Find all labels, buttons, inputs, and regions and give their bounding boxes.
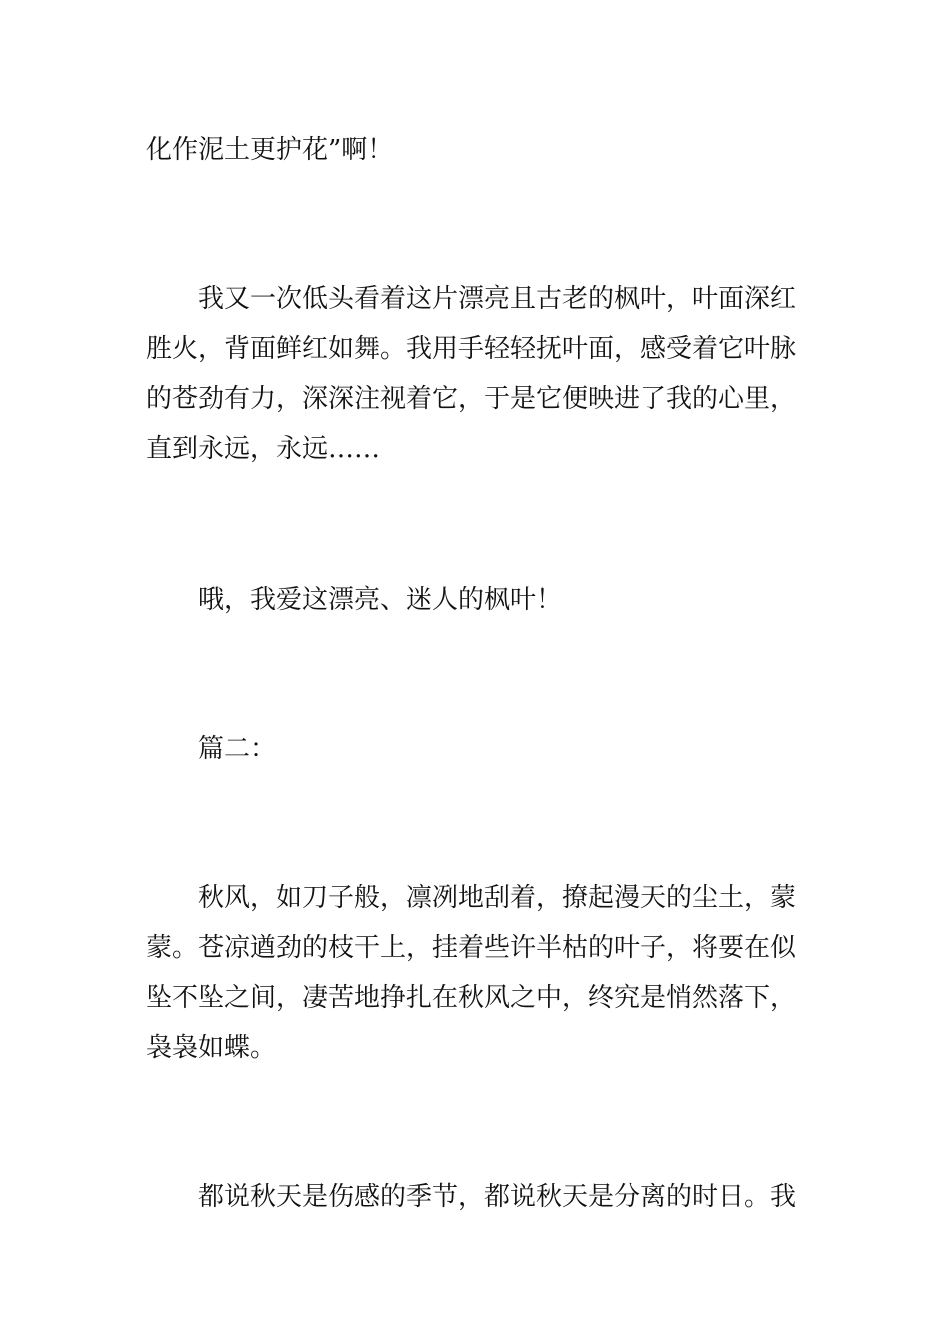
paragraph-line: 的苍劲有力，深深注视着它，于是它便映进了我的心里， — [146, 384, 797, 414]
paragraph-line: 秋风，如刀子般，凛冽地刮着，撩起漫天的尘土，蒙 — [198, 883, 797, 913]
paragraph-line: 坠不坠之间，凄苦地挣扎在秋风之中，终究是悄然落下， — [146, 983, 797, 1013]
section-heading: 篇二： — [198, 734, 277, 764]
paragraph-line: 化作泥土更护花”啊！ — [146, 135, 394, 165]
paragraph-line: 直到永远，永远…… — [146, 434, 381, 464]
paragraph-line: 我又一次低头看着这片漂亮且古老的枫叶，叶面深红 — [198, 284, 797, 314]
paragraph-line: 哦，我爱这漂亮、迷人的枫叶！ — [198, 585, 563, 615]
paragraph-line: 蒙。苍凉遒劲的枝干上，挂着些许半枯的叶子，将要在似 — [146, 933, 797, 963]
paragraph-line: 袅袅如蝶。 — [146, 1033, 277, 1063]
paragraph-line: 都说秋天是伤感的季节，都说秋天是分离的时日。我 — [198, 1182, 797, 1212]
paragraph-line: 胜火，背面鲜红如舞。我用手轻轻抚叶面，感受着它叶脉 — [146, 334, 797, 364]
